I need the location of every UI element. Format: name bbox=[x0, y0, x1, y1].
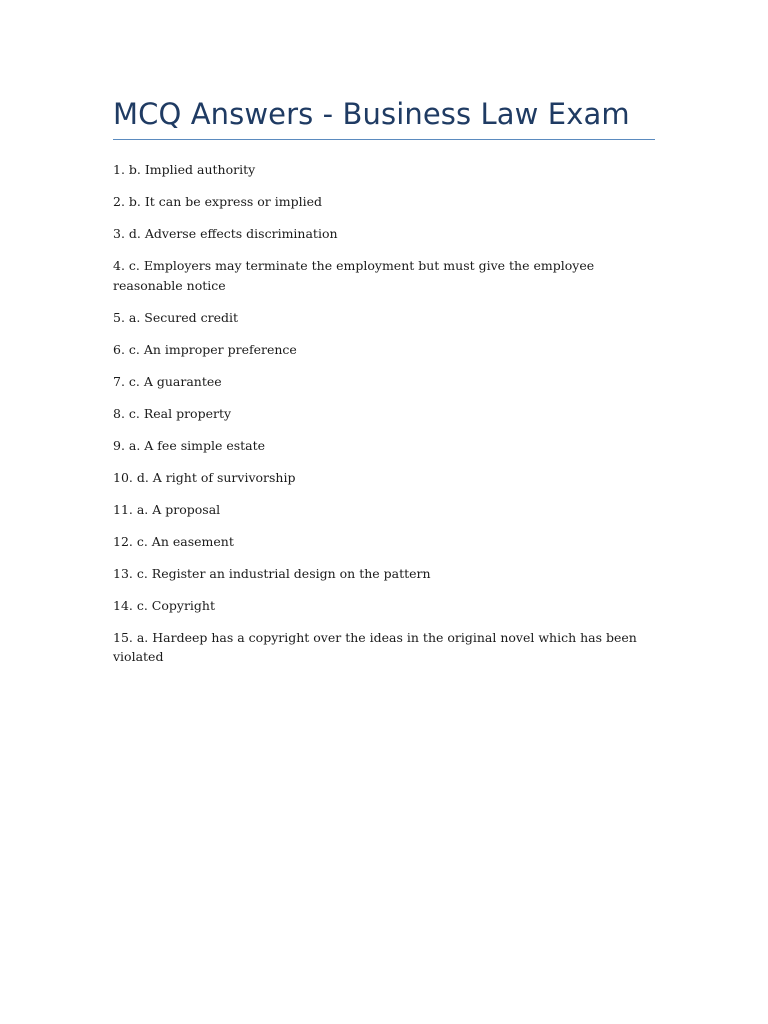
answer-item: 1. b. Implied authority bbox=[113, 162, 256, 177]
answer-item: 14. c. Copyright bbox=[113, 597, 216, 613]
answer-item: 7. c. A guarantee bbox=[113, 373, 222, 389]
answer-item: 13. c. Register an industrial design on the pattern bbox=[113, 565, 431, 581]
answer-item: 8. c. Real property bbox=[113, 405, 232, 421]
answer-list bbox=[113, 160, 643, 679]
answer-item: 5. a. Secured credit bbox=[113, 309, 239, 325]
page-title: MCQ Answers - Business Law Exam bbox=[113, 97, 630, 131]
answer-item: 6. c. An improper preference bbox=[113, 341, 297, 357]
title-underline bbox=[113, 139, 655, 140]
answer-item: 10. d. A right of survivorship bbox=[113, 469, 296, 485]
answer-item: 12. c. An easement bbox=[113, 533, 234, 549]
answer-item: 2. b. It can be express or implied bbox=[113, 194, 322, 209]
answer-item: 3. d. Adverse effects discrimination bbox=[113, 226, 338, 241]
answer-item: 4. c. Employers may terminate the employment but must give the employee reasonable notice bbox=[113, 258, 595, 293]
answer-item: 15. a. Hardeep has a copyright over the ideas in the original novel which has been violated bbox=[113, 629, 637, 664]
answer-item: 9. a. A fee simple estate bbox=[113, 437, 266, 453]
answer-item: 11. a. A proposal bbox=[113, 501, 221, 517]
